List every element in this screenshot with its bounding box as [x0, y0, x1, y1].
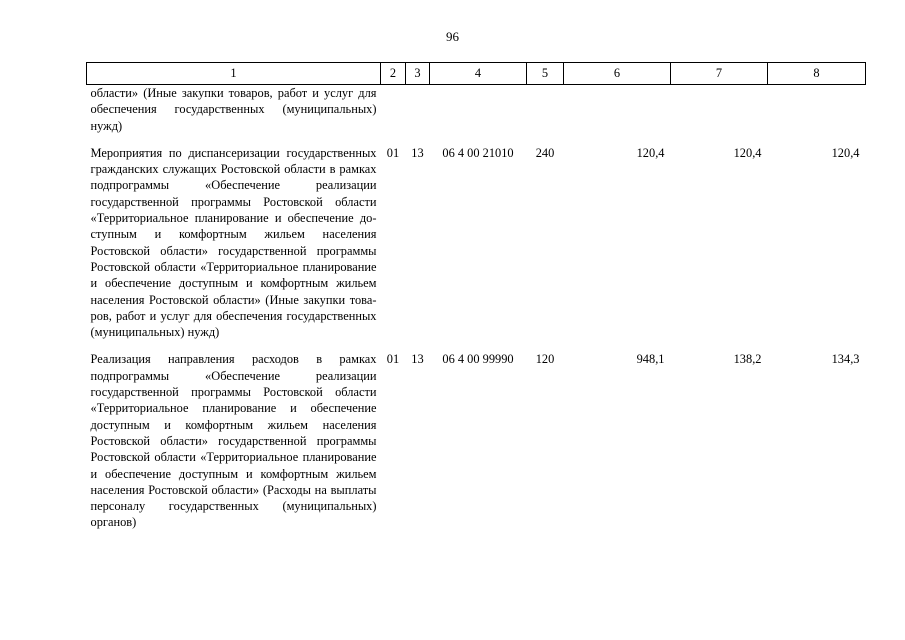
- cell-target-article: [430, 85, 527, 145]
- row-description: области» (Иные закупки товаров, работ и услуг для обеспечения государственных (муниципальных) нужд): [90, 86, 377, 133]
- cell-amount-1: [564, 85, 671, 145]
- cell-amount-2: 120,4: [733, 145, 762, 160]
- cell-section: 01: [386, 145, 400, 160]
- cell-target-article: 06 4 00 99990: [442, 352, 514, 367]
- cell-amount-3: [768, 85, 866, 145]
- cell-expense-type: 240: [535, 145, 555, 160]
- column-header: 7: [671, 63, 768, 85]
- row-description: Мероприятия по диспансеризации государственных гражданских служащих Ростовской области в рамках подпрограммы «Обеспечение реализации государственной программы Ростовской области «Территориальное планирование и обеспечение доступным и комфортным жильем населения Ростовской области» государственной программы Ростовской области «Территориальное планирование и обеспечение доступным и комфортным жильем населения Ростовской области» (Иные закупки товаров, работ и услуг для обеспечения государственных (муниципальных) нужд): [90, 145, 377, 340]
- cell-amount-1: 948,1: [636, 352, 665, 367]
- cell-section: 01: [386, 352, 400, 367]
- column-header: 4: [430, 63, 527, 85]
- table-row: [87, 351, 866, 541]
- column-header: 8: [768, 63, 866, 85]
- cell-section: [381, 85, 406, 145]
- column-header: 2: [381, 63, 406, 85]
- column-header: 1: [87, 63, 381, 85]
- budget-table: [86, 62, 866, 542]
- cell-amount-1: 120,4: [636, 145, 665, 160]
- cell-subsection: 13: [411, 352, 424, 367]
- table-row: [87, 145, 866, 352]
- column-header: 5: [527, 63, 564, 85]
- cell-amount-2: 138,2: [733, 352, 762, 367]
- page-number: 96: [446, 29, 459, 44]
- column-header: 6: [564, 63, 671, 85]
- table-row: [87, 85, 866, 145]
- column-header: 3: [406, 63, 430, 85]
- cell-subsection: 13: [411, 145, 424, 160]
- cell-expense-type: [527, 85, 564, 145]
- cell-subsection: [406, 85, 430, 145]
- cell-expense-type: 120: [535, 352, 555, 367]
- table-header-row: [87, 63, 866, 85]
- cell-target-article: 06 4 00 21010: [442, 145, 514, 160]
- cell-amount-3: 120,4: [831, 145, 860, 160]
- cell-amount-2: [671, 85, 768, 145]
- row-description: Реализация направления расходов в рамках подпрограммы «Обеспечение реализации государственной программы Ростовской области «Территориальное планирование и обеспечение доступным и комфортным жильем населения Ростовской области» государственной программы Ростовской области «Территориальное планирование и обеспечение доступным и комфортным жильем населения Ростовской области» (Расходы на выплаты персоналу государственных (муниципальных) органов): [90, 352, 377, 530]
- cell-amount-3: 134,3: [831, 352, 860, 367]
